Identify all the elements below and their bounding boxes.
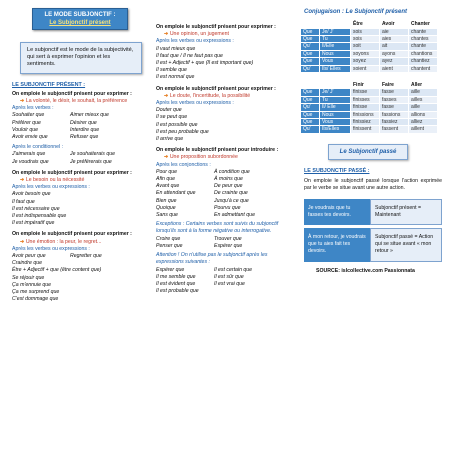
table-cell: Ils/ Elles [320,65,351,72]
table-cell: chante [409,28,438,35]
expression: Espérer que [214,242,243,249]
table-row [301,111,438,118]
exceptions-list [156,236,294,250]
arrow-icon: ➔ [20,98,25,105]
verbs-list [12,191,150,227]
expression: Être + Adjectif + que (être content que) [12,267,102,274]
expression: Je souhaiterais que [70,151,115,158]
column-1 [12,0,150,304]
intro-text: On emploie le subjonctif présent pour exprimer : [12,231,132,238]
arrow-icon: ➔ [164,154,169,161]
expression: Il est certain que [214,266,253,273]
table-row [301,43,438,50]
table-cell: aillent [409,126,438,133]
table-header [320,21,351,28]
table-cell: fassent [380,126,409,133]
expression-row [156,243,294,250]
expression: Ça me surprend que [12,289,60,296]
passe-title: LE SUBJONCTIF PASSÉ : [304,167,370,174]
verbs-list [156,46,294,82]
example-row [304,199,442,225]
expression-row [156,205,294,212]
table-cell: aille [409,104,438,111]
verbs-label: Après les verbes ou expressions : [12,184,90,191]
expression: Douter que [156,107,182,114]
table-cell: Je/ J' [320,28,351,35]
table-cell: soyez [351,58,380,65]
expression: Avoir peur que [12,253,46,260]
intro-text: On emploie le subjonctif présent pour exprimer : [12,90,132,97]
expression-row [156,267,294,274]
expression: Il semble que [156,67,187,74]
bullet: ➔ Une proposition subordonnée [164,154,238,161]
expression: Sans que [156,212,178,219]
expression: De peur que [214,183,243,190]
table-cell: Je/ J' [320,89,351,96]
expression: En attendant que [156,190,196,197]
expression: Se réjouir que [12,274,45,281]
cond-list [12,151,150,165]
table-cell: ailles [409,96,438,103]
table-header: Avoir [380,21,409,28]
example-sentence: À mon retour, je voudrais que tu aies fait tes devoirs. [304,228,370,262]
expression: Désirer que [70,119,97,126]
table-cell: fassions [380,111,409,118]
intro-text: On emploie le subjonctif présent pour exprimer : [12,169,132,176]
cond-label: Après le conditionnel : [12,144,64,151]
column-2 [156,24,294,295]
expression: À moins que [214,176,243,183]
table-cell: ait [380,43,409,50]
table-cell: Qu' [301,126,320,133]
table-cell: Tu [320,96,351,103]
table-row [301,104,438,111]
expression: Refuser que [70,134,99,141]
expression: Il est évident que [156,280,196,287]
expression: Interdire que [70,126,100,133]
table-cell: Il/ Elle [320,104,351,111]
attention-list [156,267,294,296]
table-cell: Que [301,111,320,118]
expression: Vouloir que [12,126,39,133]
conjugation-title: Conjugaison : Le Subjonctif présent [304,9,408,15]
verbs-list [12,112,150,141]
table-header: Finir [351,82,380,89]
source-credit: SOURCE: islcollective.com Passionnata [316,267,415,274]
expression: Penser que [156,242,183,249]
table-cell: allions [409,111,438,118]
expression: Il faut que / Il ne faut pas que [156,52,223,59]
expression: Il faut que [12,198,35,205]
expression: Afin que [156,176,176,183]
table-row [301,89,438,96]
expression: Trouver que [214,235,242,242]
table-header: Chanter [409,21,438,28]
intro-text: On emploie le subjonctif présent pour introduire : [156,147,279,154]
table-row [301,58,438,65]
expression: Il est nécessaire que [12,205,60,212]
conj-list [156,169,294,219]
expression-row [12,120,150,127]
bullet: ➔ Une opinion, un jugement [164,31,229,38]
conjugation-table-1 [300,20,438,73]
expression-row [156,183,294,190]
verbs-list [12,253,150,303]
table-cell: chantent [409,65,438,72]
expression-row [12,112,150,119]
expression: J'aimerais que [12,151,46,158]
table-cell: fassiez [380,119,409,126]
expression-row [12,253,150,260]
table-cell: finissiez [351,119,380,126]
table-cell: ayez [380,58,409,65]
expression-row [156,236,294,243]
table-row [301,36,438,43]
table-cell: Qu' [301,43,320,50]
table-row [301,28,438,35]
expression: Il est indispensable que [12,213,67,220]
arrow-icon: ➔ [20,238,25,245]
expression: Avant que [156,183,180,190]
expression: En admettant que [214,212,255,219]
table-cell: Que [301,36,320,43]
expression-row [12,134,150,141]
table-cell: aies [380,36,409,43]
conj-label: Après les conjonctions : [156,161,211,168]
expression: Préférer que [12,119,41,126]
table-cell: chantiez [409,58,438,65]
table-cell: finisse [351,104,380,111]
table-cell: sois [351,36,380,43]
expression-row [12,282,150,289]
example-row [304,228,442,262]
expression: Pourvu que [214,204,241,211]
bullet: ➔ Une émotion : la peur, le regret... [20,238,102,245]
table-row [301,126,438,133]
table-cell: Que [301,50,320,57]
expression: Il est peu probable que [156,128,209,135]
verbs-label: Après les verbes ou expressions : [156,100,234,107]
table-header [320,82,351,89]
table-cell: fasse [380,104,409,111]
table-cell: soit [351,43,380,50]
table-cell: aient [380,65,409,72]
expression: Ça m'ennuie que [12,281,52,288]
intro-text: On emploie le subjonctif présent pour exprimer : [156,24,276,30]
table-cell: Que [301,28,320,35]
verbs-label: Après les verbes : [12,105,54,112]
table-cell: chantes [409,36,438,43]
expression-row [156,169,294,176]
page-title: LE MODE SUBJONCTIF : [44,12,116,18]
table-cell: finisses [351,96,380,103]
table-cell: fasse [380,89,409,96]
bullet: ➔ La volonté, le désir, le souhait, la préférence [20,98,128,105]
example-sentence: Je voudrais que tu fasses tes devoirs. [304,199,370,225]
table-cell: fasses [380,96,409,103]
expression: Pour que [156,168,178,175]
bullet: ➔ Le besoin ou la nécessité [20,177,85,184]
expression: Je préférerais que [70,158,112,165]
table-cell: Que [301,96,320,103]
table-header: Être [351,21,380,28]
expression: Il se peut que [156,114,188,121]
table-cell: Tu [320,36,351,43]
table-cell: soient [351,65,380,72]
table-cell: Vous [320,119,351,126]
expression: Il arrive que [156,136,184,143]
conjugation-table-2 [300,81,438,134]
expression: Il est sûr que [214,273,244,280]
expression-row [12,159,150,166]
verbs-label: Après les verbes ou expressions : [156,38,234,45]
table-cell: Il/Elle [320,43,351,50]
arrow-icon: ➔ [164,92,169,99]
page-title-box [32,8,128,30]
intro-text: On emploie le subjonctif présent pour exprimer : [156,85,276,92]
example-explanation: Subjonctif présent = Maintenant [370,199,442,225]
table-cell: aie [380,28,409,35]
expression: Il est impératif que [12,220,55,227]
expression: Regretter que [70,253,102,260]
expression-row [156,212,294,219]
arrow-icon: ➔ [164,31,169,38]
arrow-icon: ➔ [20,177,25,184]
passe-text: On emploie le subjonctif passé lorsque l'action exprimée par le verbe se situe avant une autre action. [304,178,442,192]
table-header: Aller [409,82,438,89]
expression: Il est vrai que [214,280,245,287]
expression: Il est probable que [156,288,199,295]
expression: Souhaiter que [12,112,45,119]
expression: Aimer mieux que [70,112,109,119]
expression-row [12,151,150,158]
expression-row [12,296,150,303]
expression: De crainte que [214,190,248,197]
expression: Il est possible que [156,121,198,128]
table-cell: aille [409,89,438,96]
expression: Bien que [156,197,177,204]
page-subtitle: Le Subjonctif présent [49,20,111,26]
expression: Avoir besoin que [12,191,51,198]
expression-row [156,274,294,281]
expression-row [156,176,294,183]
expression: Avoir envie que [12,134,48,141]
table-cell: finissions [351,111,380,118]
expression: Jusqu'à ce que [214,197,249,204]
table-cell: Que [301,89,320,96]
table-cell: Nous [320,50,351,57]
column-3 [300,0,446,275]
table-header [301,82,320,89]
expression-row [12,289,150,296]
table-cell: Qu' [301,65,320,72]
table-cell: ayons [380,50,409,57]
table-cell: Nous [320,111,351,118]
expression: Il me semble que [156,273,196,280]
expression-row [12,127,150,134]
example-explanation: Subjonctif passé = Action qui se situe avant « mon retour » [370,228,442,262]
expression: C'est dommage que [12,296,59,303]
expression: À condition que [214,168,250,175]
table-row [301,50,438,57]
exceptions-note: Exceptions : Certains verbes sont suivis du subjonctif lorsqu'ils sont à la forme négative ou interrogative. [156,221,279,235]
expression: Je voudrais que [12,158,49,165]
expression: Espérer que [156,266,185,273]
definition-box: Le subjonctif est le mode de la subjectivité, qui sert à exprimer l'opinion et les sentiments. [20,42,142,74]
table-cell: Que [301,58,320,65]
expression: Il est + Adjectif + que (Il est important que) [156,60,254,67]
table-cell: Que [301,119,320,126]
expression: Quoique [156,204,176,211]
table-cell: Ils/Elles [320,126,351,133]
table-cell: finisse [351,89,380,96]
table-header: Faire [380,82,409,89]
table-cell: Qu' [301,104,320,111]
table-cell: soyons [351,50,380,57]
passe-box: Le Subjonctif passé [328,144,408,160]
verbs-list [156,107,294,143]
expression: Craindre que [12,260,42,267]
expression-row [156,198,294,205]
table-header [301,21,320,28]
table-cell: sois [351,28,380,35]
bullet: ➔ Le doute, l'incertitude, la possibilité [164,92,251,99]
table-cell: chantions [409,50,438,57]
expression: Il est normal que [156,74,195,81]
expression-row [156,190,294,197]
table-row [301,65,438,72]
verbs-label: Après les verbes ou expressions : [12,245,90,252]
expression-row [12,275,150,282]
table-cell: chante [409,43,438,50]
expression-row [156,281,294,288]
expression: Il vaut mieux que [156,45,196,52]
table-row [301,119,438,126]
table-cell: Vous [320,58,351,65]
table-cell: finissent [351,126,380,133]
attention-note: Attention ! On n'utilise pas le subjonctif après les expressions suivantes : [156,252,268,266]
expression-row [156,288,294,295]
table-row [301,96,438,103]
expression-row [12,267,150,274]
expression: Croire que [156,235,181,242]
table-cell: alliez [409,119,438,126]
section-title: LE SUBJONCTIF PRÉSENT : [12,81,86,88]
